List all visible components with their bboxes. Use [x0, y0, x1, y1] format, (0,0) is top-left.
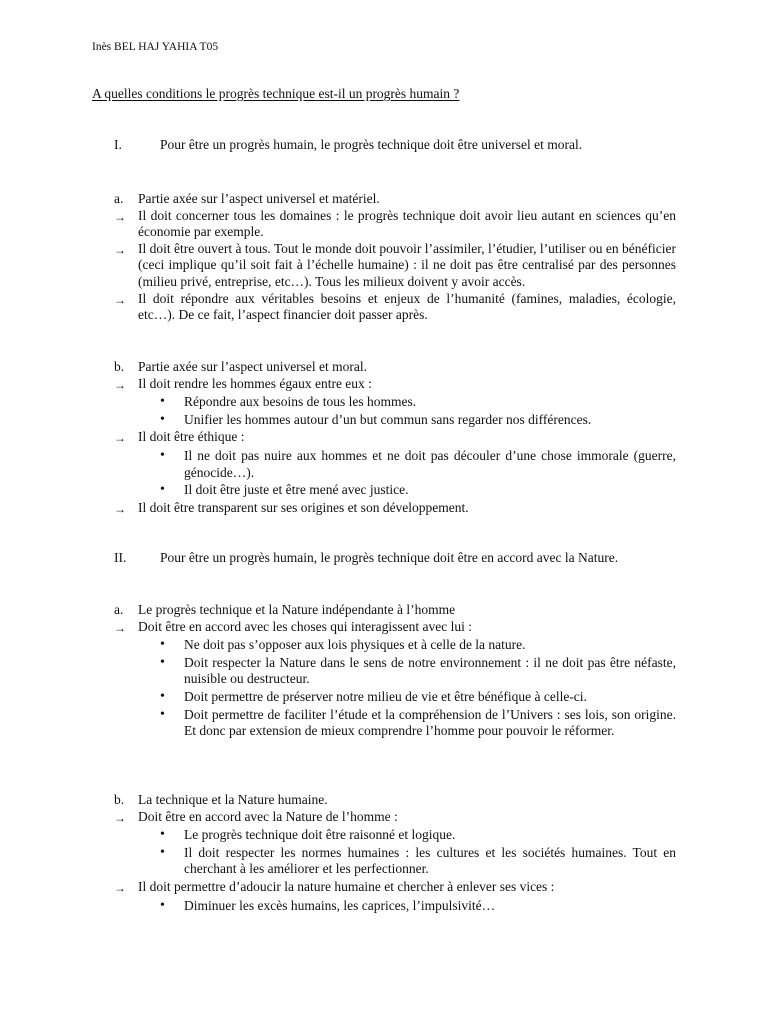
bullet-item-text: Il ne doit pas nuire aux hommes et ne doit pas découler d’une chose immorale (guerre, génocide…).	[184, 447, 676, 480]
bullet-item	[114, 412, 676, 429]
arrow-icon: →	[114, 880, 126, 895]
bullet-icon: •	[160, 394, 165, 410]
section-number: II.	[114, 550, 127, 565]
bullet-icon: •	[160, 637, 165, 653]
bullet-item	[114, 898, 676, 915]
arrow-item-text: Il doit rendre les hommes égaux entre eux :	[138, 375, 372, 391]
part-letter: b.	[114, 792, 125, 807]
part-heading	[114, 792, 676, 809]
part-heading	[114, 602, 676, 619]
arrow-item	[114, 429, 676, 447]
bullet-item-text: Doit permettre de faciliter l’étude et la compréhension de l’Univers : ses lois, son origine. Et donc par extension de mieux comprendre l’homme pour pouvoir le réformer.	[184, 706, 676, 739]
bullet-icon: •	[160, 654, 165, 670]
bullet-item	[114, 637, 676, 654]
bullet-item-text: Il doit respecter les normes humaines : les cultures et les sociétés humaines. Tout en cherchant à les améliorer et les perfectionner.	[184, 844, 676, 877]
part-heading	[114, 359, 676, 376]
bullet-item	[114, 689, 676, 706]
bullet-icon: •	[160, 844, 165, 860]
bullet-item-text: Il doit être juste et être mené avec justice.	[184, 482, 409, 498]
part-title: Partie axée sur l’aspect universel et matériel.	[138, 191, 380, 206]
part-block	[114, 792, 676, 915]
arrow-item-text: Doit être en accord avec les choses qui interagissent avec lui :	[138, 618, 472, 634]
bullet-icon: •	[160, 688, 165, 704]
bullet-item-text: Diminuer les excès humains, les caprices, l’impulsivité…	[184, 897, 496, 913]
arrow-icon: →	[114, 209, 126, 224]
arrow-item-text: Il doit être ouvert à tous. Tout le monde doit pouvoir l’assimiler, l’étudier, l’utiliser ou en bénéficier (ceci implique qu’il soit fait à l’échelle humaine) : il ne doit pas être centralisé par des personnes (milieu privé, entreprise, etc…). Tous les milieux doivent y avoir accès.	[138, 240, 676, 289]
bullet-item	[114, 482, 676, 499]
page-title: A quelles conditions le progrès technique est-il un progrès humain ?	[92, 86, 460, 101]
bullet-icon: •	[160, 897, 165, 913]
bullet-item	[114, 707, 676, 740]
arrow-item	[114, 376, 676, 394]
bullet-icon: •	[160, 706, 165, 722]
author-line: Inès BEL HAJ YAHIA T05	[92, 41, 219, 53]
bullet-item-text: Répondre aux besoins de tous les hommes.	[184, 394, 417, 410]
section-title: Pour être un progrès humain, le progrès technique doit être en accord avec la Nature.	[160, 550, 619, 565]
arrow-item	[114, 809, 676, 827]
arrow-item-text: Il doit être éthique :	[138, 429, 245, 445]
part-block	[114, 191, 676, 324]
bullet-icon: •	[160, 411, 165, 427]
part-block	[114, 602, 676, 741]
part-title: Partie axée sur l’aspect universel et moral.	[138, 359, 368, 374]
bullet-item-text: Ne doit pas s’opposer aux lois physiques et à celle de la nature.	[184, 637, 526, 653]
arrow-item	[114, 208, 676, 241]
arrow-item-text: Doit être en accord avec la Nature de l’homme :	[138, 808, 398, 824]
arrow-icon: →	[114, 431, 126, 446]
arrow-icon: →	[114, 377, 126, 392]
part-letter: a.	[114, 602, 124, 617]
bullet-item	[114, 845, 676, 878]
section-number: I.	[114, 137, 122, 152]
bullet-item	[114, 827, 676, 844]
arrow-icon: →	[114, 810, 126, 825]
part-block	[114, 359, 676, 517]
arrow-item-text: Il doit répondre aux véritables besoins et enjeux de l’humanité (famines, maladies, écologie, etc…). De ce fait, l’aspect financier doit passer après.	[138, 290, 676, 323]
arrow-item-text: Il doit être transparent sur ses origines et son développement.	[138, 499, 469, 515]
bullet-icon: •	[160, 482, 165, 498]
arrow-item	[114, 500, 676, 518]
bullet-item	[114, 655, 676, 688]
bullet-item-text: Unifier les hommes autour d’un but commun sans regarder nos différences.	[184, 411, 592, 427]
part-letter: b.	[114, 359, 125, 374]
arrow-icon: →	[114, 620, 126, 635]
bullet-item-text: Doit respecter la Nature dans le sens de notre environnement : il ne doit pas être néfaste, nuisible ou destructeur.	[184, 654, 676, 687]
bullet-item	[114, 394, 676, 411]
arrow-item	[114, 291, 676, 324]
section-heading	[114, 550, 618, 566]
arrow-icon: →	[114, 292, 126, 307]
bullet-item-text: Le progrès technique doit être raisonné et logique.	[184, 827, 456, 843]
bullet-item-text: Doit permettre de préserver notre milieu de vie et être bénéfique à celle-ci.	[184, 688, 587, 704]
arrow-icon: →	[114, 242, 126, 257]
arrow-item	[114, 879, 676, 897]
part-heading	[114, 191, 676, 208]
bullet-icon: •	[160, 827, 165, 843]
arrow-icon: →	[114, 501, 126, 516]
arrow-item-text: Il doit concerner tous les domaines : le progrès technique doit avoir lieu autant en sciences qu’en économie par exemple.	[138, 207, 676, 240]
part-title: Le progrès technique et la Nature indépendante à l’homme	[138, 602, 456, 617]
bullet-item	[114, 448, 676, 481]
part-letter: a.	[114, 191, 124, 206]
part-title: La technique et la Nature humaine.	[138, 792, 328, 807]
section-title: Pour être un progrès humain, le progrès technique doit être universel et moral.	[160, 137, 583, 152]
arrow-item	[114, 241, 676, 291]
arrow-item	[114, 619, 676, 637]
arrow-item-text: Il doit permettre d’adoucir la nature humaine et chercher à enlever ses vices :	[138, 878, 555, 894]
section-heading	[114, 137, 582, 153]
bullet-icon: •	[160, 447, 165, 463]
